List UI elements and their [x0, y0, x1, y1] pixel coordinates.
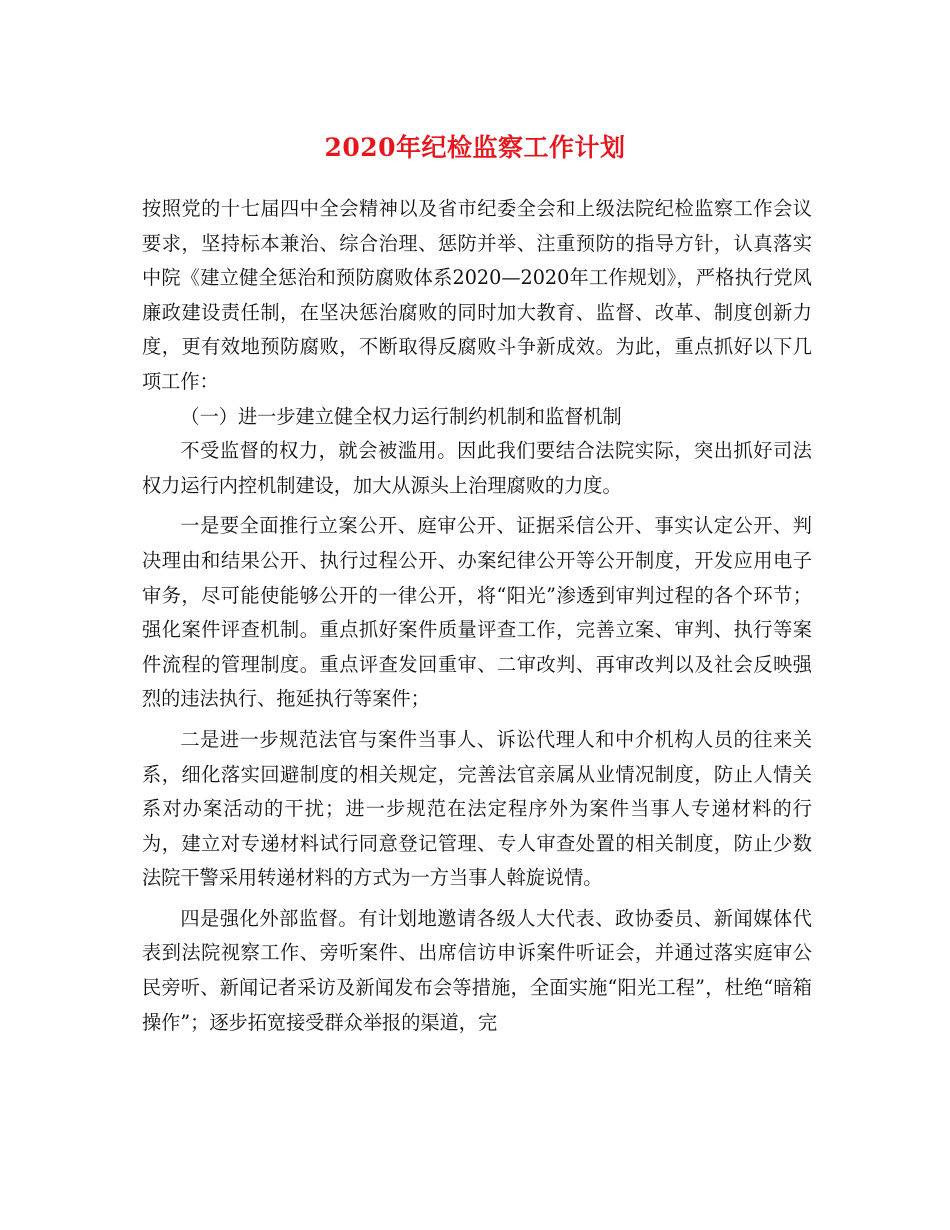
paragraph-point-four: 四是强化外部监督。有计划地邀请各级人大代表、政协委员、新闻媒体代表到法院视察工作、旁听案件、出席信访申诉案件听证会，并通过落实庭审公民旁听、新闻记者采访及新闻发布会等措施，全面实施“阳光工程”，杜绝“暗箱操作”；逐步拓宽接受群众举报的渠道，完 [142, 906, 812, 1034]
section-heading-1: （一）进一步建立健全权力运行制约机制和监督机制 [180, 404, 622, 428]
paragraph-point-one: 一是要全面推行立案公开、庭审公开、证据采信公开、事实认定公开、判决理由和结果公开、执行过程公开、办案纪律公开等公开制度，开发应用电子审务，尽可能使能够公开的一律公开，将“阳光”渗透到审判过程的各个环节；强化案件评查机制。重点抓好案件质量评查工作，完善立案、审判、执行等案件流程的管理制度。重点评查发回重审、二审改判、再审改判以及社会反映强烈的违法执行、拖延执行等案件； [142, 514, 812, 711]
paragraph-point-two: 二是进一步规范法官与案件当事人、诉讼代理人和中介机构人员的往来关系，细化落实回避制度的相关规定，完善法官亲属从业情况制度，防止人情关系对办案活动的干扰；进一步规范在法定程序外为案件当事人专递材料的行为，建立对专递材料试行同意登记管理、专人审查处置的相关制度，防止少数法院干警采用转递材料的方式为一方当事人斡旋说情。 [142, 727, 812, 890]
document-body [142, 192, 812, 1040]
paragraph-supervision: 不受监督的权力，就会被滥用。因此我们要结合法院实际，突出抓好司法权力运行内控机制建设，加大从源头上治理腐败的力度。 [142, 439, 812, 497]
document-title: 2020年纪检监察工作计划 [324, 133, 626, 162]
paragraph-intro: 按照党的十七届四中全会精神以及省市纪委全会和上级法院纪检监察工作会议要求，坚持标本兼治、综合治理、惩防并举、注重预防的指导方针，认真落实中院《建立健全惩治和预防腐败体系2020—2020年工作规划》，严格执行党风廉政建设责任制，在坚决惩治腐败的同时加大教育、监督、改革、制度创新力度，更有效地预防腐败，不断取得反腐败斗争新成效。为此，重点抓好以下几项工作： [142, 197, 812, 393]
